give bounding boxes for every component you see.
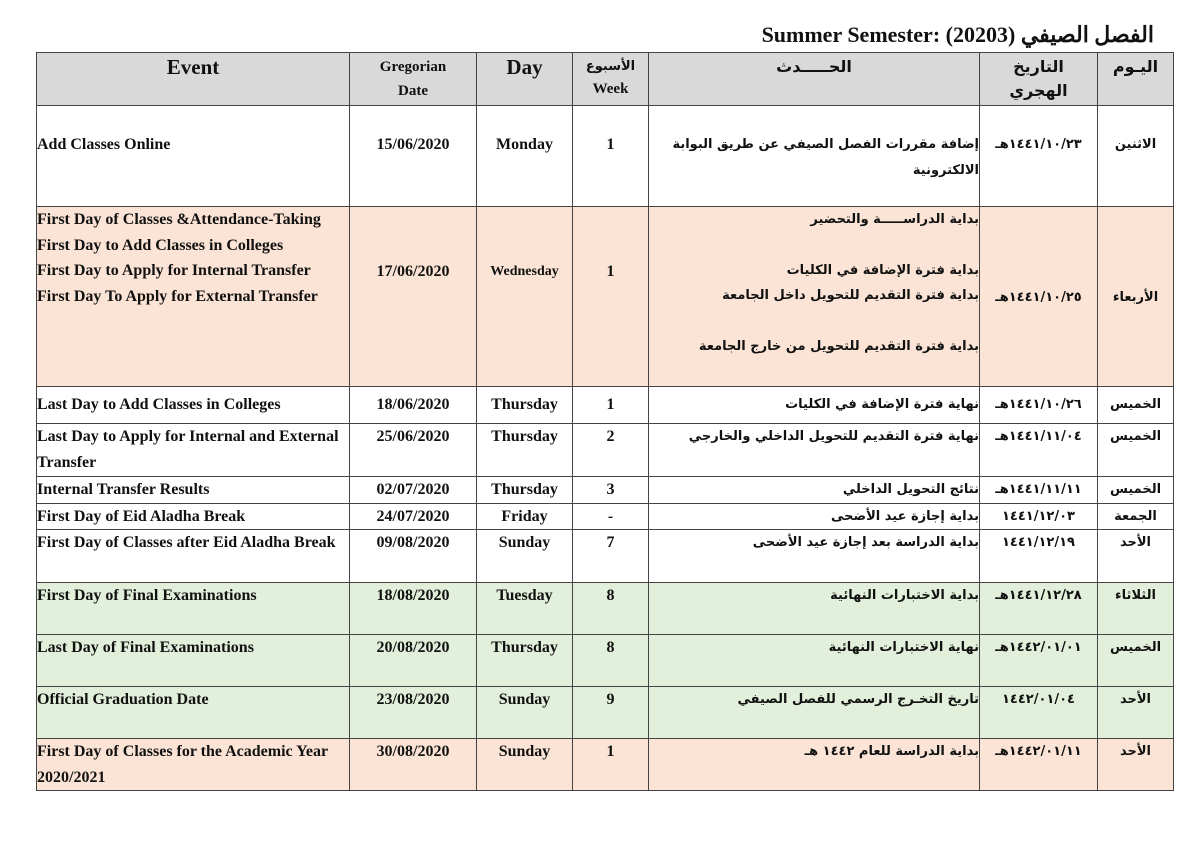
gregorian-date-cell: 30/08/2020	[350, 739, 477, 791]
week-cell: 2	[573, 424, 649, 477]
table-row	[37, 530, 1174, 583]
event-en-line: Last Day to Apply for Internal and External Transfer	[37, 428, 339, 471]
week-cell: 7	[573, 530, 649, 583]
event-en-cell	[37, 477, 350, 504]
event-en-cell	[37, 503, 350, 530]
event-ar-cell	[649, 503, 980, 530]
table-row	[37, 477, 1174, 504]
event-en-line: First Day to Apply for Internal Transfer	[37, 262, 311, 279]
header-day-ar: اليـوم	[1098, 53, 1174, 106]
gregorian-date-cell: 17/06/2020	[350, 207, 477, 387]
day-cell: Thursday	[477, 387, 573, 424]
event-ar-cell	[649, 583, 980, 635]
event-en-cell	[37, 424, 350, 477]
event-ar-cell	[649, 687, 980, 739]
event-ar-line: نهاية الاختبارات النهائية	[828, 640, 979, 655]
table-row	[37, 387, 1174, 424]
day-ar-cell: الخميس	[1098, 635, 1174, 687]
hijri-date-cell: ١٤٤١/١٢/١٩	[980, 530, 1098, 583]
event-ar-cell	[649, 477, 980, 504]
week-cell: 1	[573, 739, 649, 791]
week-cell: 8	[573, 583, 649, 635]
table-row	[37, 635, 1174, 687]
day-ar-cell: الأحد	[1098, 530, 1174, 583]
event-en-line: Last Day of Final Examinations	[37, 639, 254, 656]
event-ar-line: نهاية فترة الإضافة في الكليات	[785, 397, 979, 412]
day-ar-cell: الخميس	[1098, 387, 1174, 424]
event-ar-line: نهاية فترة التقديم للتحويل الداخلي والخارجي	[688, 429, 979, 444]
event-ar-line: بداية فترة التقديم للتحويل من خارج الجامعة	[698, 338, 979, 354]
event-en-line: First Day of Classes for the Academic Year 2020/2021	[37, 743, 328, 786]
event-en-line: First Day To Apply for External Transfer	[37, 287, 318, 305]
day-cell: Friday	[477, 503, 573, 530]
event-en-cell	[37, 635, 350, 687]
table-row	[37, 739, 1174, 791]
table-row	[37, 106, 1174, 207]
hijri-date-cell: ١٤٤١/١٠/٢٣هـ	[980, 106, 1098, 207]
week-cell: 3	[573, 477, 649, 504]
event-en-cell	[37, 530, 350, 583]
header-week-ar: الأسبوع	[585, 59, 636, 74]
header-gregorian-line1: Gregorian	[379, 59, 447, 75]
day-ar-cell: الثلاثاء	[1098, 583, 1174, 635]
event-ar-line: بداية الاختبارات النهائية	[830, 588, 979, 603]
gregorian-date-cell: 24/07/2020	[350, 503, 477, 530]
gregorian-date-cell: 02/07/2020	[350, 477, 477, 504]
event-ar-cell	[649, 387, 980, 424]
event-ar-cell	[649, 207, 980, 387]
event-en-line: Official Graduation Date	[37, 691, 209, 708]
event-en-line: Add Classes Online	[37, 136, 171, 153]
day-ar-cell: الأربعاء	[1098, 207, 1174, 387]
gregorian-date-cell: 20/08/2020	[350, 635, 477, 687]
gregorian-date-cell: 18/06/2020	[350, 387, 477, 424]
table-row	[37, 583, 1174, 635]
header-hijri-line2: الهجري	[1009, 81, 1068, 100]
event-ar-line: بداية الدراســـــة والتحضير	[810, 212, 979, 227]
header-gregorian-date	[350, 53, 477, 106]
event-ar-cell	[649, 106, 980, 207]
table-row	[37, 424, 1174, 477]
day-cell: Thursday	[477, 424, 573, 477]
event-ar-cell	[649, 635, 980, 687]
week-cell: 1	[573, 106, 649, 207]
event-en-line: First Day of Classes after Eid Aladha Break	[37, 534, 336, 551]
day-cell: Sunday	[477, 687, 573, 739]
event-en-cell	[37, 687, 350, 739]
hijri-date-cell: ١٤٤١/١٠/٢٥هـ	[980, 207, 1098, 387]
day-cell: Sunday	[477, 530, 573, 583]
event-en-line: First Day of Eid Aladha Break	[37, 507, 246, 525]
day-ar-cell: الخميس	[1098, 477, 1174, 504]
day-ar-cell: الأحد	[1098, 687, 1174, 739]
header-day: Day	[477, 53, 573, 106]
gregorian-date-cell: 18/08/2020	[350, 583, 477, 635]
day-cell: Thursday	[477, 477, 573, 504]
day-cell: Tuesday	[477, 583, 573, 635]
event-ar-cell	[649, 530, 980, 583]
event-en-line: First Day of Final Examinations	[37, 587, 257, 604]
day-cell: Thursday	[477, 635, 573, 687]
table-row	[37, 207, 1174, 387]
week-cell: 9	[573, 687, 649, 739]
event-ar-line: بداية الدراسة للعام ١٤٤٢ هـ	[804, 744, 979, 759]
week-cell: 1	[573, 387, 649, 424]
header-event-ar: الحـــــدث	[649, 53, 980, 106]
hijri-date-cell: ١٤٤١/١١/١١هـ	[980, 477, 1098, 504]
event-en-line: First Day of Classes &Attendance-Taking	[37, 211, 321, 228]
gregorian-date-cell: 09/08/2020	[350, 530, 477, 583]
day-cell: Monday	[477, 106, 573, 207]
header-week-en: Week	[592, 81, 629, 97]
table-header-row	[37, 53, 1174, 106]
academic-calendar-table	[36, 52, 1174, 791]
event-en-cell	[37, 739, 350, 791]
event-en-line: Internal Transfer Results	[37, 481, 210, 498]
event-ar-line: نتائج التحويل الداخلي	[842, 482, 979, 497]
header-hijri-line1: التاريخ	[1013, 57, 1064, 76]
hijri-date-cell: ١٤٤٢/٠١/٠٤	[980, 687, 1098, 739]
gregorian-date-cell: 15/06/2020	[350, 106, 477, 207]
week-cell: 1	[573, 207, 649, 387]
event-ar-line: تاريخ التخـرج الرسمي للفصل الصيفي	[737, 692, 979, 707]
day-ar-cell: الجمعة	[1098, 503, 1174, 530]
hijri-date-cell: ١٤٤١/١٢/٢٨هـ	[980, 583, 1098, 635]
event-ar-cell	[649, 739, 980, 791]
page-title: Summer Semester: (20203) الفصل الصيفي	[761, 22, 1154, 47]
event-en-cell	[37, 583, 350, 635]
event-ar-line: إضافة مقررات الفصل الصيفي عن طريق البوابة الالكترونية	[672, 137, 979, 178]
gregorian-date-cell: 25/06/2020	[350, 424, 477, 477]
event-en-cell	[37, 387, 350, 424]
event-en-line: Last Day to Add Classes in Colleges	[37, 396, 281, 413]
hijri-date-cell: ١٤٤٢/٠١/٠١هـ	[980, 635, 1098, 687]
event-ar-line: بداية إجازة عيد الأضحى	[831, 508, 979, 524]
event-ar-line: بداية فترة الإضافة في الكليات	[786, 262, 979, 278]
week-cell: 8	[573, 635, 649, 687]
header-gregorian-line2: Date	[398, 83, 428, 99]
hijri-date-cell: ١٤٤٢/٠١/١١هـ	[980, 739, 1098, 791]
event-en-line: First Day to Add Classes in Colleges	[37, 236, 284, 254]
hijri-date-cell: ١٤٤١/١١/٠٤هـ	[980, 424, 1098, 477]
event-ar-line: بداية الدراسة بعد إجازة عيد الأضحى	[752, 535, 979, 550]
week-cell: -	[573, 503, 649, 530]
event-ar-cell	[649, 424, 980, 477]
day-ar-cell: الخميس	[1098, 424, 1174, 477]
table-row	[37, 687, 1174, 739]
event-ar-line: بداية فترة التقديم للتحويل داخل الجامعة	[722, 288, 979, 303]
day-ar-cell: الأحد	[1098, 739, 1174, 791]
header-week	[573, 53, 649, 106]
header-hijri-date	[980, 53, 1098, 106]
hijri-date-cell: ١٤٤١/١٠/٢٦هـ	[980, 387, 1098, 424]
header-event: Event	[37, 53, 350, 106]
event-en-cell	[37, 106, 350, 207]
event-en-cell	[37, 207, 350, 387]
day-cell: Sunday	[477, 739, 573, 791]
day-ar-cell: الاثنين	[1098, 106, 1174, 207]
gregorian-date-cell: 23/08/2020	[350, 687, 477, 739]
table-row	[37, 503, 1174, 530]
hijri-date-cell: ١٤٤١/١٢/٠٣	[980, 503, 1098, 530]
day-cell: Wednesday	[477, 207, 573, 387]
